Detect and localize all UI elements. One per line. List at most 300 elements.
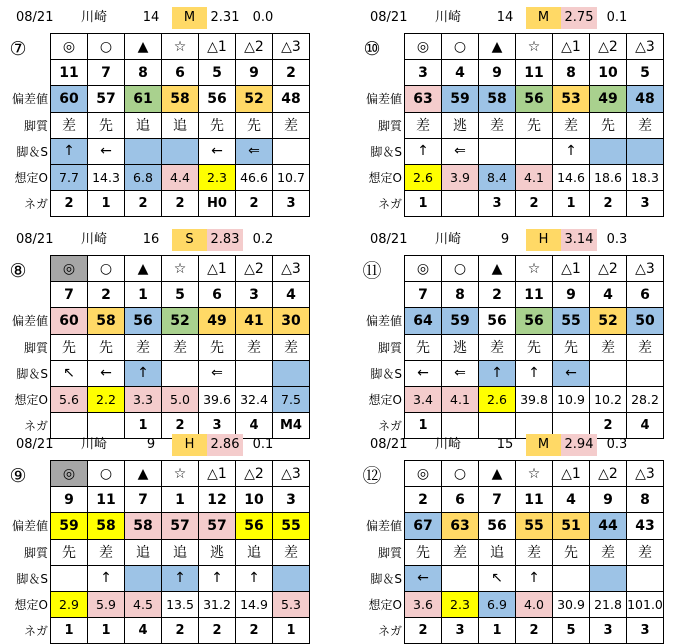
horse-number-cell: 11 [516,282,553,308]
table-row [51,591,310,617]
estimated-odds-cell: 14.6 [553,164,590,190]
horse-number-cell: 7 [125,487,162,513]
table-row [51,513,310,539]
estimated-odds-cell: 2.3 [442,591,479,617]
table-row [51,565,310,591]
row-label: ネガ [377,197,402,212]
mark-cell: △2 [590,256,627,282]
mark-cell: ☆ [516,34,553,60]
negative-cell: 1 [51,618,88,644]
horse-number-cell: 10 [590,60,627,86]
race-grade: M [172,7,207,29]
pace-cell [590,360,627,386]
table-row [51,334,310,360]
pace-cell [627,360,664,386]
pace-cell: ↑ [236,565,273,591]
running-style-cell: 追 [125,539,162,565]
horse-number-cell: 6 [442,487,479,513]
table-row [405,256,664,282]
deviation-cell: 55 [516,513,553,539]
table-row [405,513,664,539]
running-style-cell: 追 [236,539,273,565]
table-row [405,164,664,190]
race-grade: H [172,434,207,456]
horse-number-cell: 8 [442,282,479,308]
estimated-odds-cell: 39.6 [199,386,236,412]
pace-cell [627,565,664,591]
running-style-cell: 逃 [199,539,236,565]
horse-number-cell: 8 [125,60,162,86]
negative-cell: 3 [273,191,310,217]
mark-cell: ☆ [162,461,199,487]
pace-cell: ⇐ [236,138,273,164]
runner-count: 15 [496,437,514,452]
pace-cell: ↑ [88,565,125,591]
table-row [51,256,310,282]
running-style-cell: 差 [479,112,516,138]
horse-number-cell: 3 [273,487,310,513]
pace-cell: ↑ [405,138,442,164]
table-row [405,334,664,360]
mark-cell: △2 [590,34,627,60]
race-date: 08/21 [370,437,408,452]
running-style-cell: 差 [627,112,664,138]
estimated-odds-cell: 5.3 [273,591,310,617]
pace-cell [273,565,310,591]
race-header [0,7,316,29]
row-label: 想定O [14,171,48,185]
row-label: 脚質 [23,118,48,133]
estimated-odds-cell: 18.3 [627,164,664,190]
race-spread: 0.1 [606,10,628,25]
deviation-cell: 67 [405,513,442,539]
estimated-odds-cell: 101.0 [627,591,664,617]
horse-number-cell: 12 [199,487,236,513]
running-style-cell: 差 [273,334,310,360]
running-style-cell: 差 [553,112,590,138]
table-row [405,60,664,86]
running-style-cell: 差 [405,112,442,138]
negative-cell: 3 [590,618,627,644]
estimated-odds-cell: 46.6 [236,164,273,190]
runner-count: 9 [500,232,510,247]
negative-cell: 1 [553,191,590,217]
horse-number-cell: 9 [590,487,627,513]
race-number: ⑧ [9,260,27,282]
negative-cell: 4 [125,618,162,644]
race-table [404,460,664,644]
deviation-cell: 56 [125,308,162,334]
mark-cell: ○ [88,256,125,282]
horse-number-cell: 3 [236,282,273,308]
running-style-cell: 先 [88,334,125,360]
estimated-odds-cell: 32.4 [236,386,273,412]
deviation-cell: 63 [442,513,479,539]
race-grade: S [172,229,207,251]
deviation-cell: 56 [516,308,553,334]
race-date: 08/21 [370,10,408,25]
mark-cell: △1 [199,256,236,282]
estimated-odds-cell: 13.5 [162,591,199,617]
race-number: ⑫ [362,465,382,487]
race-odds: 2.94 [561,434,597,456]
mark-cell: ☆ [162,256,199,282]
deviation-cell: 48 [627,86,664,112]
pace-cell: ↑ [51,138,88,164]
horse-number-cell: 1 [162,487,199,513]
row-label: 脚＆S [370,366,402,381]
race-table [404,255,664,439]
race-grade: M [526,434,561,456]
pace-cell [590,138,627,164]
table-row [405,86,664,112]
pace-cell [273,138,310,164]
horse-number-cell: 10 [236,487,273,513]
race-venue: 川崎 [81,10,108,25]
running-style-cell: 差 [479,334,516,360]
negative-cell: 3 [479,191,516,217]
negative-cell: 2 [125,191,162,217]
table-row [51,360,310,386]
row-label: 脚＆S [16,571,48,586]
mark-cell: ☆ [162,34,199,60]
mark-cell: △1 [553,34,590,60]
race-spread: 0.3 [606,437,628,452]
row-label: 脚質 [377,118,402,133]
race-venue: 川崎 [435,10,462,25]
horse-number-cell: 7 [51,282,88,308]
deviation-cell: 51 [553,513,590,539]
running-style-cell: 先 [199,112,236,138]
pace-cell [236,360,273,386]
deviation-cell: 57 [162,513,199,539]
deviation-cell: 56 [236,513,273,539]
table-row [405,591,664,617]
race-spread: 0.2 [252,232,274,247]
running-style-cell: 先 [553,334,590,360]
estimated-odds-cell: 3.3 [125,386,162,412]
row-label: ネガ [23,419,48,434]
mark-cell: ▲ [479,256,516,282]
horse-number-cell: 5 [199,60,236,86]
horse-number-cell: 1 [125,282,162,308]
race-venue: 川崎 [81,437,108,452]
pace-cell [442,565,479,591]
race-spread: 0.0 [252,10,274,25]
running-style-cell: 先 [516,334,553,360]
estimated-odds-cell: 7.7 [51,164,88,190]
horse-number-cell: 2 [479,282,516,308]
row-label: 想定O [14,598,48,612]
table-row [51,164,310,190]
race-date: 08/21 [16,10,54,25]
negative-cell: 2 [516,191,553,217]
pace-cell [125,138,162,164]
mark-cell: △3 [273,34,310,60]
mark-cell: ▲ [125,34,162,60]
estimated-odds-cell: 3.6 [405,591,442,617]
horse-number-cell: 6 [199,282,236,308]
negative-cell: 3 [199,413,236,439]
mark-cell: ▲ [479,34,516,60]
negative-cell: 2 [590,191,627,217]
mark-cell: ◎ [405,461,442,487]
running-style-cell: 差 [273,539,310,565]
deviation-cell: 48 [273,86,310,112]
estimated-odds-cell: 6.8 [125,164,162,190]
pace-cell: ↑ [162,565,199,591]
negative-cell: 3 [442,618,479,644]
mark-cell: △3 [627,461,664,487]
pace-cell: ← [199,138,236,164]
running-style-cell: 先 [516,112,553,138]
horse-number-cell: 11 [516,60,553,86]
deviation-cell: 58 [125,513,162,539]
deviation-cell: 59 [442,308,479,334]
deviation-cell: 58 [88,513,125,539]
runner-count: 14 [496,10,514,25]
running-style-cell: 差 [442,539,479,565]
mark-cell: ◎ [51,461,88,487]
horse-number-cell: 7 [479,487,516,513]
race-table [50,33,310,217]
horse-number-cell: 2 [88,282,125,308]
horse-number-cell: 9 [236,60,273,86]
runner-count: 14 [142,10,160,25]
deviation-cell: 53 [553,86,590,112]
horse-number-cell: 5 [162,282,199,308]
deviation-cell: 52 [590,308,627,334]
mark-cell: △1 [199,461,236,487]
pace-cell [273,360,310,386]
row-label: 偏差値 [365,92,402,107]
race-venue: 川崎 [435,232,462,247]
estimated-odds-cell: 2.9 [51,591,88,617]
pace-cell: ↑ [479,360,516,386]
pace-cell [51,565,88,591]
pace-cell: ← [405,565,442,591]
mark-cell: △2 [236,461,273,487]
running-style-cell: 先 [199,334,236,360]
table-row [51,282,310,308]
table-row [51,34,310,60]
table-row [405,282,664,308]
running-style-cell: 差 [236,334,273,360]
pace-cell: ← [88,138,125,164]
row-label: 脚質 [377,340,402,355]
table-row [405,386,664,412]
horse-number-cell: 6 [627,282,664,308]
mark-cell: ○ [88,461,125,487]
deviation-cell: 60 [51,86,88,112]
table-row [51,487,310,513]
deviation-cell: 49 [590,86,627,112]
table-row [405,487,664,513]
mark-cell: △1 [199,34,236,60]
runner-count: 16 [142,232,160,247]
race-grade: H [526,229,561,251]
estimated-odds-cell: 3.4 [405,386,442,412]
table-row [405,539,664,565]
race-table [50,460,310,644]
pace-cell [125,565,162,591]
pace-cell: ⇐ [442,360,479,386]
row-label: 脚質 [377,545,402,560]
running-style-cell: 追 [162,539,199,565]
table-row [51,60,310,86]
horse-number-cell: 4 [553,487,590,513]
table-row [405,138,664,164]
horse-number-cell: 7 [405,282,442,308]
pace-cell: ↑ [199,565,236,591]
race-header [354,434,670,456]
negative-cell: 2 [162,413,199,439]
row-label: 脚質 [23,545,48,560]
deviation-cell: 58 [479,86,516,112]
deviation-cell: 60 [51,308,88,334]
deviation-cell: 52 [236,86,273,112]
negative-cell: M4 [273,413,310,439]
running-style-cell: 先 [405,539,442,565]
pace-cell [627,138,664,164]
horse-number-cell: 11 [516,487,553,513]
negative-cell: 2 [199,618,236,644]
deviation-cell: 61 [125,86,162,112]
deviation-cell: 59 [51,513,88,539]
table-row [405,565,664,591]
running-style-cell: 追 [125,112,162,138]
race-header [0,229,316,251]
estimated-odds-cell: 14.3 [88,164,125,190]
estimated-odds-cell: 31.2 [199,591,236,617]
pace-cell: ↑ [125,360,162,386]
deviation-cell: 64 [405,308,442,334]
horse-number-cell: 2 [273,60,310,86]
row-label: 脚質 [23,340,48,355]
estimated-odds-cell: 10.7 [273,164,310,190]
horse-number-cell: 4 [273,282,310,308]
deviation-cell: 57 [199,513,236,539]
row-label: 偏差値 [11,92,48,107]
running-style-cell: 追 [479,539,516,565]
mark-cell: ▲ [125,461,162,487]
estimated-odds-cell: 30.9 [553,591,590,617]
running-style-cell: 先 [236,112,273,138]
mark-cell: △3 [273,256,310,282]
pace-cell: ← [405,360,442,386]
table-row [51,386,310,412]
horse-number-cell: 6 [162,60,199,86]
estimated-odds-cell: 4.1 [516,164,553,190]
table-row [405,191,664,217]
negative-cell: 2 [162,618,199,644]
deviation-cell: 58 [162,86,199,112]
table-row [405,112,664,138]
estimated-odds-cell: 21.8 [590,591,627,617]
negative-cell: 1 [479,618,516,644]
negative-cell: 3 [627,618,664,644]
estimated-odds-cell: 4.0 [516,591,553,617]
horse-number-cell: 9 [51,487,88,513]
race-header [354,229,670,251]
deviation-cell: 57 [88,86,125,112]
pace-cell: ↑ [516,565,553,591]
negative-cell: 1 [273,618,310,644]
pace-cell: ↖ [51,360,88,386]
table-row [405,618,664,644]
mark-cell: ○ [88,34,125,60]
race-date: 08/21 [16,232,54,247]
race-number: ⑨ [9,465,27,487]
deviation-cell: 56 [479,513,516,539]
estimated-odds-cell: 4.1 [442,386,479,412]
pace-cell: ↑ [516,360,553,386]
table-row [405,308,664,334]
running-style-cell: 逃 [442,334,479,360]
table-row [51,461,310,487]
row-label: 想定O [14,393,48,407]
row-label: 想定O [368,598,402,612]
negative-cell: 2 [51,191,88,217]
mark-cell: ☆ [516,461,553,487]
mark-cell: ▲ [125,256,162,282]
row-label: 偏差値 [11,314,48,329]
negative-cell: 1 [405,413,442,439]
mark-cell: ○ [442,34,479,60]
negative-cell: 1 [88,191,125,217]
negative-cell: 2 [236,618,273,644]
running-style-cell: 追 [162,112,199,138]
race-odds: 2.86 [207,434,243,456]
row-label: 偏差値 [365,314,402,329]
race-number: ⑩ [363,38,381,60]
estimated-odds-cell: 28.2 [627,386,664,412]
race-grade: M [526,7,561,29]
mark-cell: ☆ [516,256,553,282]
runner-count: 9 [146,437,156,452]
table-row [51,191,310,217]
mark-cell: ◎ [51,34,88,60]
estimated-odds-cell: 5.9 [88,591,125,617]
pace-cell [162,360,199,386]
deviation-cell: 63 [405,86,442,112]
horse-number-cell: 9 [553,282,590,308]
mark-cell: △1 [553,256,590,282]
race-odds: 3.14 [561,229,597,251]
horse-number-cell: 4 [590,282,627,308]
table-row [51,138,310,164]
estimated-odds-cell: 39.8 [516,386,553,412]
deviation-cell: 56 [479,308,516,334]
negative-cell: 2 [590,413,627,439]
negative-cell: 2 [162,191,199,217]
mark-cell: △3 [273,461,310,487]
estimated-odds-cell: 2.3 [199,164,236,190]
race-number: ⑦ [9,38,27,60]
row-label: ネガ [23,624,48,639]
mark-cell: △3 [627,34,664,60]
estimated-odds-cell: 10.2 [590,386,627,412]
mark-cell: △2 [236,34,273,60]
negative-cell: 4 [236,413,273,439]
pace-cell [162,138,199,164]
deviation-cell: 50 [627,308,664,334]
row-label: 脚＆S [370,571,402,586]
pace-cell: ⇐ [199,360,236,386]
estimated-odds-cell: 4.5 [125,591,162,617]
pace-cell: ↑ [553,138,590,164]
running-style-cell: 先 [88,112,125,138]
